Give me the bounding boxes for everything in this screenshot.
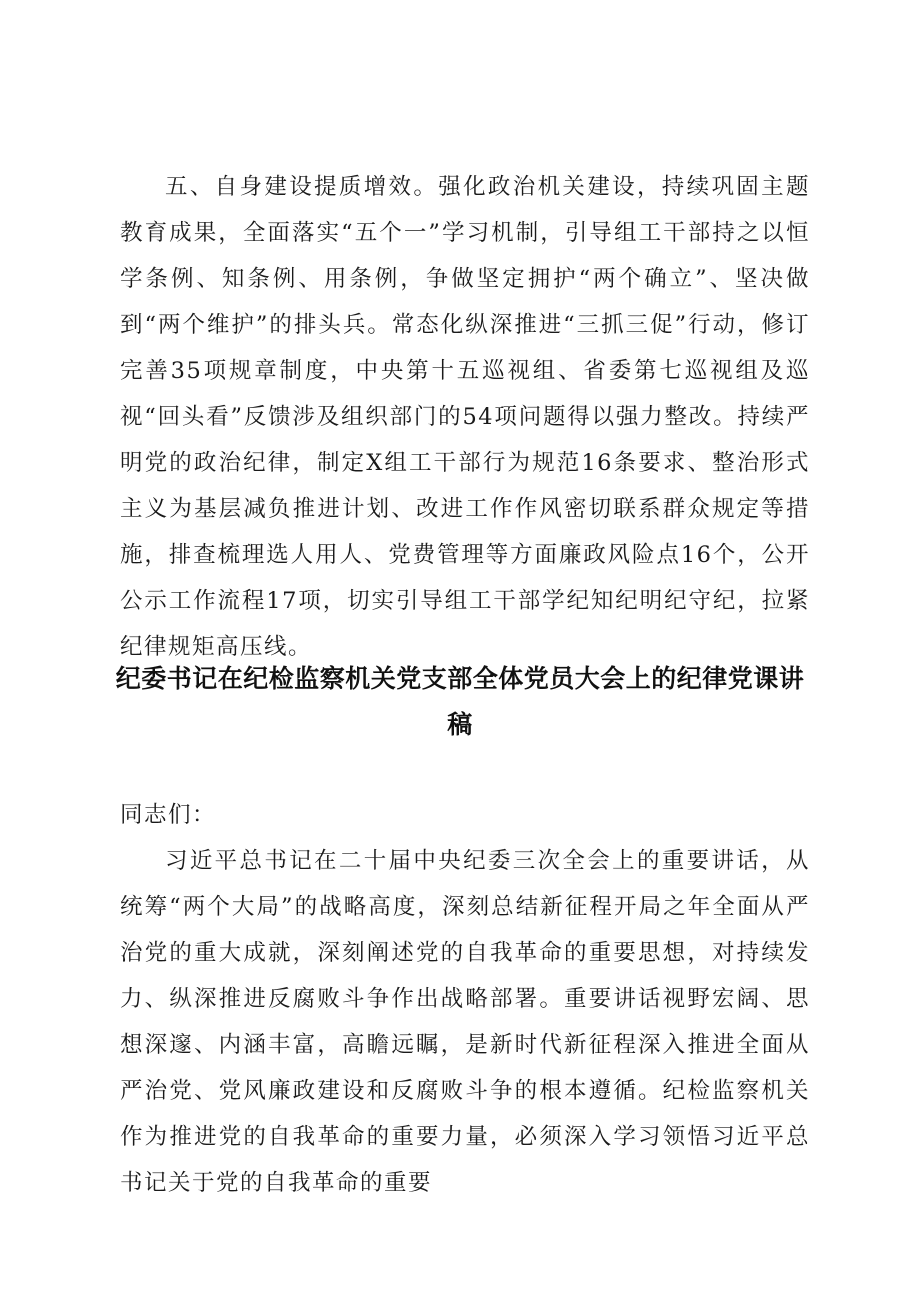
- article-body-paragraph: 习近平总书记在二十届中央纪委三次全会上的重要讲话，从统筹“两个大局”的战略高度，深刻总结新征程开局之年全面从严治党的重大成就，深刻阐述党的自我革命的重要思想，对持续发力、纵深推进反腐败斗争作出战略部署。重要讲话视野宏阔、思想深邃、内涵丰富，高瞻远瞩，是新时代新征程深入推进全面从严治党、党风廉政建设和反腐败斗争的根本遵循。纪检监察机关作为推进党的自我革命的重要力量，必须深入学习领悟习近平总书记关于党的自我革命的重要: [120, 848, 810, 1196]
- section-5-paragraph: 五、自身建设提质增效。强化政治机关建设，持续巩固主题教育成果，全面落实“五个一”学习机制，引导组工干部持之以恒学条例、知条例、用条例，争做坚定拥护“两个确立”、坚决做到“两个维护”的排头兵。常态化纵深推进“三抓三促”行动，修订完善35项规章制度，中央第十五巡视组、省委第七巡视组及巡视“回头看”反馈涉及组织部门的54项问题得以强力整改。持续严明党的政治纪律，制定X组工干部行为规范16条要求、整治形式主义为基层减负推进计划、改进工作作风密切联系群众规定等措施，排查梳理选人用人、党费管理等方面廉政风险点16个，公开公示工作流程17项，切实引导组工干部学纪知纪明纪守纪，拉紧纪律规矩高压线。: [120, 174, 810, 660]
- salutation: 同志们：: [120, 802, 217, 828]
- article-title: 纪委书记在纪检监察机关党支部全体党员大会上的纪律党课讲稿: [115, 664, 805, 739]
